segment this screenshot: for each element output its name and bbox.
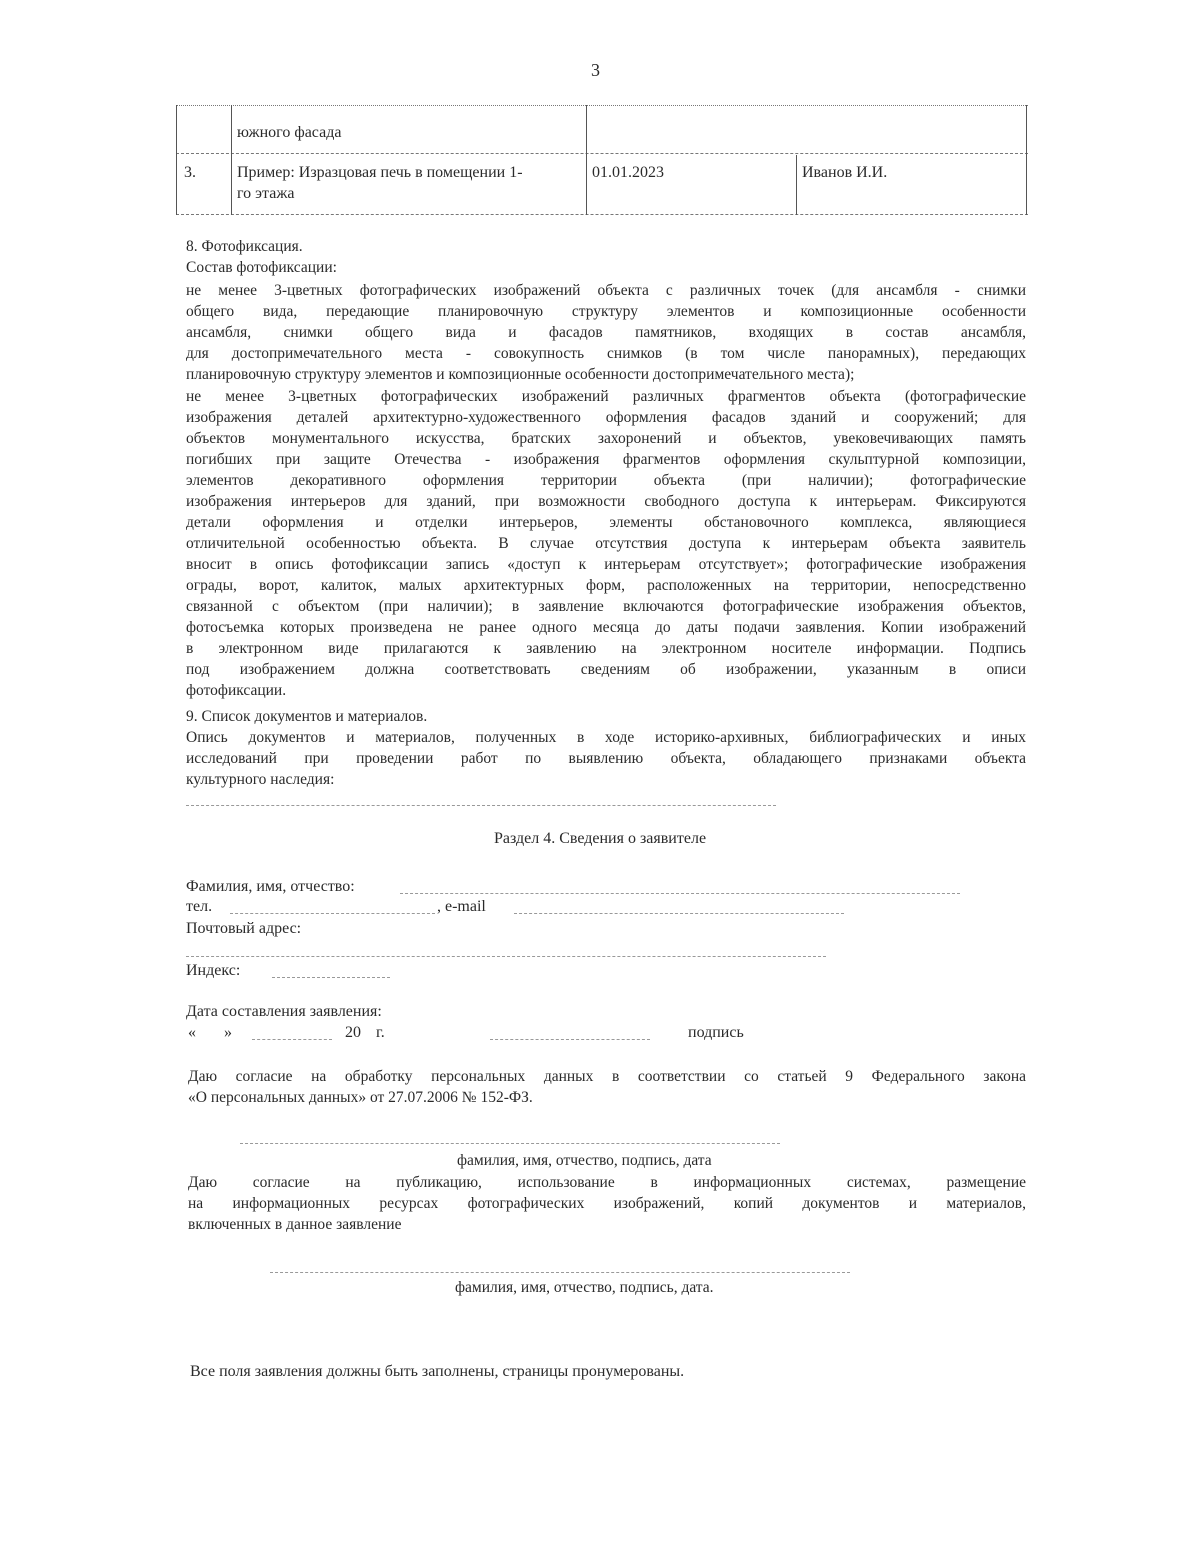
table-col-line [586, 105, 587, 215]
date-quote-open: « [188, 1024, 196, 1041]
text-line: включенных в данное заявление [188, 1216, 402, 1233]
text-line: не менее 3-цветных фотографических изображений объекта с различных точек (для ансамбля - снимки [186, 282, 1026, 299]
index-field[interactable] [272, 977, 390, 978]
table-col-line [796, 155, 797, 215]
date-year-suffix: г. [376, 1024, 385, 1041]
table-row3-name-line2: го этажа [237, 185, 295, 202]
phone-label: тел. [186, 898, 213, 915]
text-line: изображения деталей архитектурно-художественного оформления фасадов зданий и сооружений; для [186, 409, 1026, 426]
table-col-line [176, 105, 177, 215]
consent-personal-data [188, 1066, 1026, 1108]
date-label: Дата составления заявления: [186, 1003, 382, 1020]
table-col-line [1026, 105, 1027, 215]
text-line: фотофиксации. [186, 682, 287, 699]
section-8-heading: 8. Фотофиксация. [186, 238, 303, 255]
text-line: объектов монументального искусства, братских захоронений и объектов, увековечивающих память [186, 430, 1026, 447]
email-label: , e-mail [437, 898, 486, 915]
documents-list-blank[interactable] [186, 805, 776, 806]
index-label: Индекс: [186, 962, 241, 979]
table-row3-num: 3. [184, 164, 196, 181]
address-label: Почтовый адрес: [186, 920, 302, 937]
footer-note: Все поля заявления должны быть заполнены, страницы пронумерованы. [190, 1363, 685, 1380]
text-line: культурного наследия: [186, 771, 335, 788]
text-line: не менее 3-цветных фотографических изображений различных фрагментов объекта (фотографические [186, 388, 1026, 405]
text-line: Даю согласие на публикацию, использование в информационных системах, размещение [188, 1174, 1026, 1191]
consent-personal-signature-field[interactable] [240, 1143, 780, 1144]
text-line: связанной с объектом (при наличии); в заявление включаются фотографические изображения объектов, [186, 598, 1026, 615]
text-line: изображения интерьеров для зданий, при возможности свободного доступа к интерьерам. Фиксируются [186, 493, 1026, 510]
phone-field[interactable] [230, 913, 435, 914]
text-line: вносит в опись фотофиксации запись «доступ к интерьерам отсутствует»; фотографические изображения [186, 556, 1026, 573]
text-line: ансамбля, снимки общего вида и фасадов памятников, входящих в состав ансамбля, [186, 324, 1026, 341]
text-line: под изображением должна соответствовать сведениям об изображении, указанным в описи [186, 661, 1026, 678]
section-8-para1 [186, 280, 1026, 385]
fio-label: Фамилия, имя, отчество: [186, 878, 355, 895]
address-field[interactable] [186, 956, 826, 957]
section-8-subheading: Состав фотофиксации: [186, 259, 337, 276]
consent-publication-caption: фамилия, имя, отчество, подпись, дата. [455, 1279, 714, 1296]
page-number: 3 [591, 60, 600, 80]
text-line: ограды, ворот, калиток, малых архитектурных форм, расположенных на территории, непосредственно [186, 577, 1026, 594]
section-8-para2 [186, 386, 1026, 701]
email-field[interactable] [514, 913, 844, 914]
text-line: в электронном виде прилагаются к заявлению на электронном носителе информации. Подпись [186, 640, 1026, 657]
table-row3-person: Иванов И.И. [802, 164, 888, 181]
objects-table [176, 105, 1028, 215]
text-line: фотосъемка которых произведена не ранее одного месяца до даты подачи заявления. Копии изображений [186, 619, 1026, 636]
text-line: на информационных ресурсах фотографических изображений, копий документов и материалов, [188, 1195, 1026, 1212]
section-4-title: Раздел 4. Сведения о заявителе [493, 830, 707, 847]
section-9-para [186, 727, 1026, 790]
text-line: планировочную структуру элементов и композиционные особенности достопримечательного места); [186, 366, 855, 383]
consent-publication [188, 1172, 1026, 1235]
date-month-field[interactable] [252, 1039, 332, 1040]
text-line: погибших при защите Отечества - изображения фрагментов оформления скульптурной композиции, [186, 451, 1026, 468]
table-row-cont-name: южного фасада [237, 124, 342, 141]
table-top-border [176, 105, 1028, 106]
signature-label: подпись [688, 1024, 744, 1041]
consent-personal-caption: фамилия, имя, отчество, подпись, дата [457, 1152, 712, 1169]
consent-publication-signature-field[interactable] [270, 1272, 850, 1273]
table-bottom-border [176, 214, 1028, 215]
fio-field[interactable] [400, 893, 960, 894]
date-quote-close: » [224, 1024, 232, 1041]
text-line: детали оформления и отделки интерьеров, элементы обстановочного комплекса, являющиеся [186, 514, 1026, 531]
text-line: для достопримечательного места - совокупность снимков (в том числе панорамных), передающих [186, 345, 1026, 362]
text-line: Даю согласие на обработку персональных данных в соответствии со статьей 9 Федерального закона [188, 1068, 1026, 1085]
table-col-line [231, 105, 232, 215]
text-line: «О персональных данных» от 27.07.2006 № 152-ФЗ. [188, 1089, 533, 1106]
text-line: Опись документов и материалов, полученных в ходе историко-архивных, библиографических и иных [186, 729, 1026, 746]
text-line: исследований при проведении работ по выявлению объекта, обладающего признаками объекта [186, 750, 1026, 767]
text-line: общего вида, передающие планировочную структуру элементов и композиционные особенности [186, 303, 1026, 320]
table-row-divider [176, 153, 1028, 154]
table-row3-date: 01.01.2023 [592, 164, 664, 181]
signature-field[interactable] [490, 1039, 650, 1040]
text-line: элементов декоративного оформления территории объекта (при наличии); фотографические [186, 472, 1026, 489]
table-row3-name-line1: Пример: Изразцовая печь в помещении 1- [237, 164, 523, 181]
section-9-heading: 9. Список документов и материалов. [186, 708, 428, 725]
date-year-prefix: 20 [345, 1024, 361, 1041]
text-line: отличительной особенностью объекта. В случае отсутствия доступа к интерьерам объекта заявитель [186, 535, 1026, 552]
